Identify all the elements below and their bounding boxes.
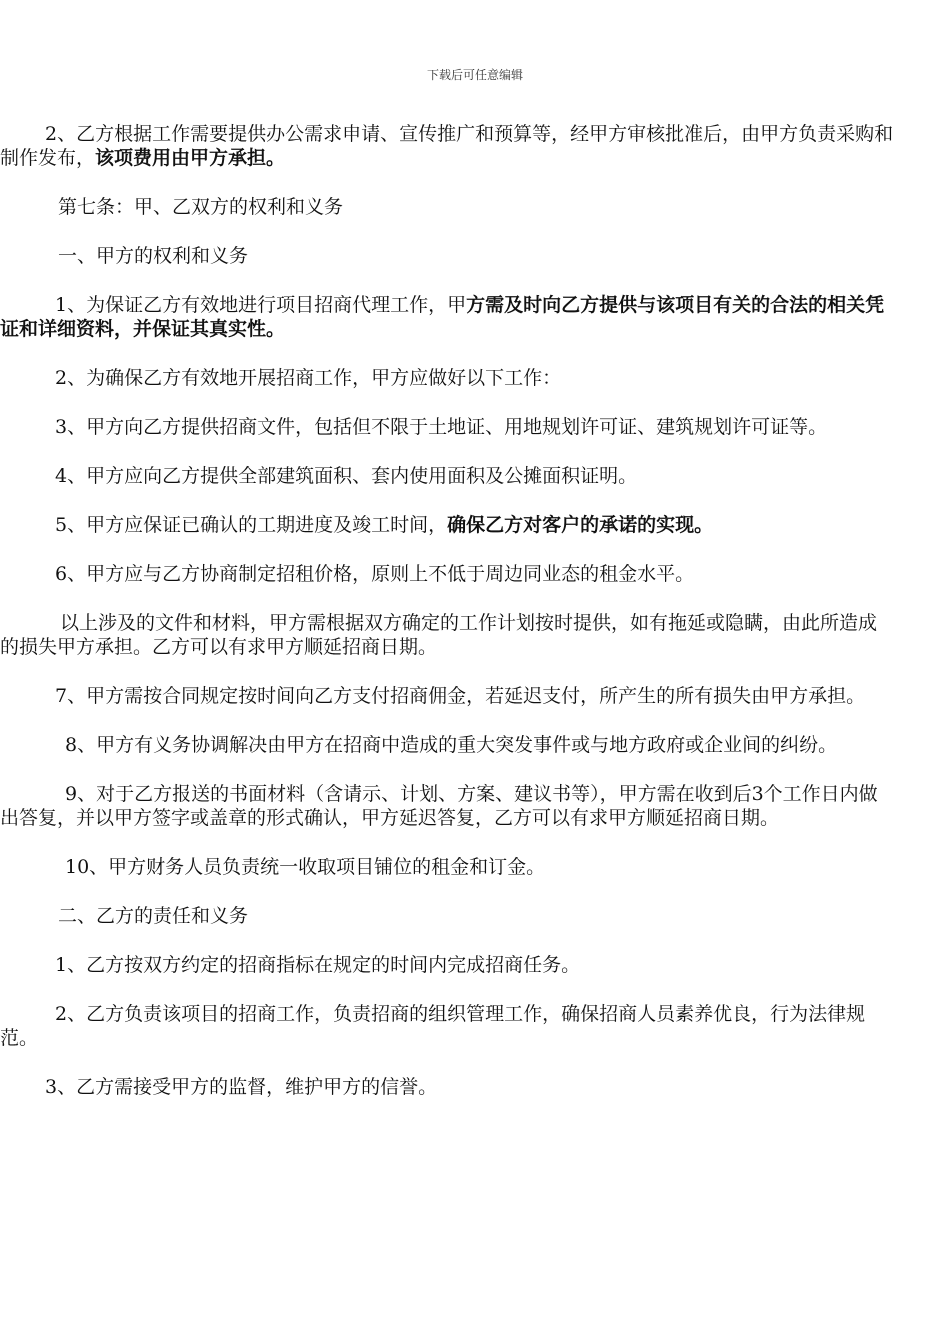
bold-text: 该项费用由甲方承担。 <box>95 147 286 169</box>
paragraph: 2、乙方根据工作需要提供办公需求申请、宣传推广和预算等，经甲方审核批准后，由甲方负责采购和制作发布，该项费用由甲方承担。 <box>0 123 894 169</box>
subsection-heading: 一、甲方的权利和义务 <box>58 245 249 267</box>
paragraph: 6、甲方应与乙方协商制定招租价格，原则上不低于周边同业态的租金水平。 <box>55 563 695 585</box>
bold-text: 方需及时向乙方提供与该项目有关的合法的相关凭证和详细资料，并保证其真实性。 <box>0 294 885 340</box>
paragraph: 以上涉及的文件和材料，甲方需根据双方确定的工作计划按时提供，如有拖延或隐瞒，由此所造成的损失甲方承担。乙方可以有求甲方顺延招商日期。 <box>0 612 878 658</box>
paragraph: 2、乙方负责该项目的招商工作，负责招商的组织管理工作，确保招商人员素养优良，行为法律规范。 <box>0 1003 866 1049</box>
paragraph: 5、甲方应保证已确认的工期进度及竣工时间，确保乙方对客户的承诺的实现。 <box>55 514 714 536</box>
section-heading: 第七条：甲、乙双方的权利和义务 <box>58 196 344 218</box>
document-body <box>0 122 895 1124</box>
subsection-heading: 二、乙方的责任和义务 <box>58 905 249 927</box>
paragraph: 2、为确保乙方有效地开展招商工作，甲方应做好以下工作： <box>55 367 562 389</box>
bold-text: 确保乙方对客户的承诺的实现。 <box>447 514 714 536</box>
paragraph: 3、乙方需接受甲方的监督，维护甲方的信誉。 <box>45 1076 438 1098</box>
page-header: 下载后可任意编辑 <box>426 68 523 82</box>
paragraph: 3、甲方向乙方提供招商文件，包括但不限于土地证、用地规划许可证、建筑规划许可证等。 <box>55 416 828 438</box>
paragraph: 10、甲方财务人员负责统一收取项目铺位的租金和订金。 <box>65 856 546 878</box>
paragraph: 7、甲方需按合同规定按时间向乙方支付招商佣金，若延迟支付，所产生的所有损失由甲方承担。 <box>55 685 866 707</box>
paragraph: 1、乙方按双方约定的招商指标在规定的时间内完成招商任务。 <box>55 954 581 976</box>
paragraph: 1、为保证乙方有效地进行项目招商代理工作，甲方需及时向乙方提供与该项目有关的合法的相关凭证和详细资料，并保证其真实性。 <box>0 294 885 340</box>
paragraph: 8、甲方有义务协调解决由甲方在招商中造成的重大突发事件或与地方政府或企业间的纠纷。 <box>65 734 838 756</box>
paragraph: 4、甲方应向乙方提供全部建筑面积、套内使用面积及公摊面积证明。 <box>55 465 638 487</box>
paragraph: 9、对于乙方报送的书面材料（含请示、计划、方案、建议书等），甲方需在收到后3个工作日内做出答复，并以甲方签字或盖章的形式确认，甲方延迟答复，乙方可以有求甲方顺延招商日期。 <box>0 783 878 829</box>
